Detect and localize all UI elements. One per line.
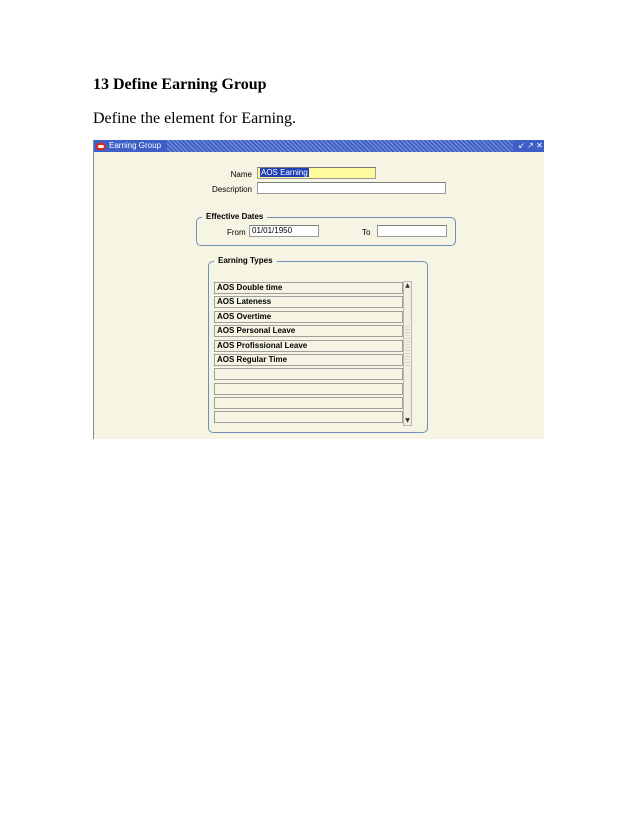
to-label: To	[362, 228, 371, 237]
earning-type-row[interactable]: AOS Regular Time	[214, 354, 403, 366]
close-icon[interactable]: ✕	[536, 141, 543, 150]
name-field[interactable]	[257, 167, 376, 179]
maximize-icon[interactable]: ↗	[527, 141, 534, 150]
earning-group-window	[93, 140, 544, 439]
earning-types-title: Earning Types	[214, 256, 277, 265]
window-title: Earning Group	[109, 141, 162, 150]
oracle-logo-icon	[96, 143, 106, 150]
earning-type-row[interactable]	[214, 368, 403, 380]
description-label: Description	[211, 185, 252, 194]
description-field[interactable]	[257, 182, 446, 194]
minimize-icon[interactable]: ↙	[518, 141, 525, 150]
from-label: From	[227, 228, 246, 237]
earning-type-row[interactable]	[214, 411, 403, 423]
name-value: AOS Earning	[261, 168, 308, 177]
earning-type-row[interactable]	[214, 383, 403, 395]
earning-type-row[interactable]	[214, 397, 403, 409]
from-date-field[interactable]: 01/01/1950	[249, 225, 319, 237]
section-paragraph: Define the element for Earning.	[93, 110, 297, 127]
scroll-down-icon[interactable]: ▼	[405, 417, 410, 424]
to-date-field[interactable]	[377, 225, 447, 237]
scroll-up-icon[interactable]: ▲	[405, 282, 410, 289]
section-heading: 13 Define Earning Group	[93, 76, 267, 93]
earning-type-row[interactable]: AOS Profissional Leave	[214, 340, 403, 352]
window-titlebar[interactable]	[94, 140, 544, 152]
earning-type-row[interactable]: AOS Personal Leave	[214, 325, 403, 337]
titlebar-left	[94, 140, 167, 152]
earning-types-scrollbar[interactable]	[403, 281, 412, 426]
earning-type-row[interactable]: AOS Double time	[214, 282, 403, 294]
effective-dates-title: Effective Dates	[202, 212, 267, 221]
window-controls	[513, 140, 544, 152]
earning-type-row[interactable]: AOS Lateness	[214, 296, 403, 308]
earning-type-row[interactable]: AOS Overtime	[214, 311, 403, 323]
name-label: Name	[230, 170, 252, 179]
scroll-thumb[interactable]	[405, 326, 410, 366]
